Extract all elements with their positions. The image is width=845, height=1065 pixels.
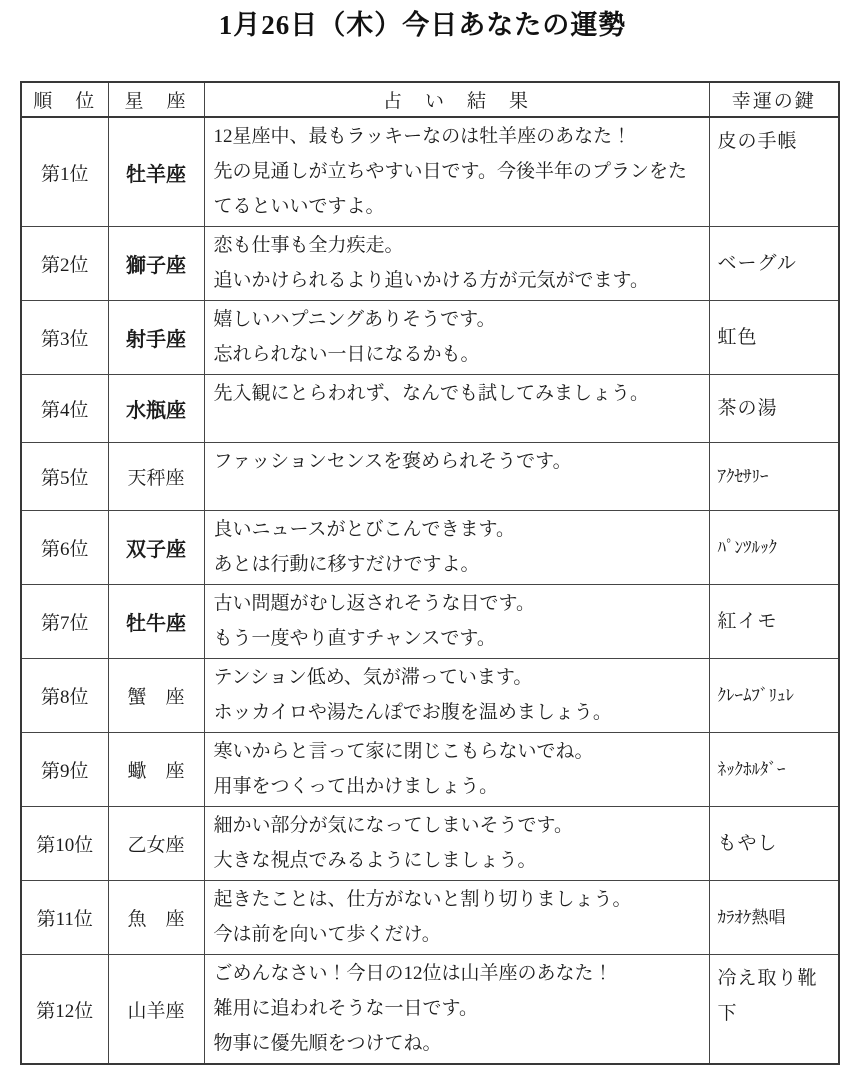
fortune-result-line: 起きたことは、仕方がないと割り切りましょう。 <box>213 889 632 910</box>
zodiac-sign-cell: 獅子座 <box>108 227 204 301</box>
fortune-result-line: 先の見通しが立ちやすい日です。今後半年のプランをたてるといいですよ。 <box>213 161 687 217</box>
rank-cell: 第5位 <box>21 443 108 511</box>
table-header-row <box>21 82 839 117</box>
zodiac-sign-cell: 天秤座 <box>108 443 204 511</box>
fortune-result-line: 追いかけられるより追いかける方が元気がでます。 <box>213 270 649 291</box>
fortune-result-cell <box>204 227 709 301</box>
header-sign: 星 座 <box>108 82 204 117</box>
zodiac-sign-cell: 水瓶座 <box>108 375 204 443</box>
fortune-row <box>21 301 839 375</box>
fortune-row <box>21 511 839 585</box>
fortune-result-cell <box>204 117 709 227</box>
lucky-key-cell: ｸﾚｰﾑﾌﾞﾘｭﾚ <box>709 659 839 733</box>
rank-cell: 第11位 <box>21 881 108 955</box>
fortune-row <box>21 955 839 1065</box>
fortune-row <box>21 659 839 733</box>
lucky-key-cell: ベーグル <box>709 227 839 301</box>
lucky-key-cell: 虹色 <box>709 301 839 375</box>
fortune-result-line: ファッションセンスを褒められそうです。 <box>213 451 572 472</box>
fortune-result-line: 先入観にとらわれず、なんでも試してみましょう。 <box>213 383 649 404</box>
lucky-key-cell: もやし <box>709 807 839 881</box>
zodiac-sign-cell: 蠍 座 <box>108 733 204 807</box>
rank-cell: 第1位 <box>21 117 108 227</box>
header-result: 占 い 結 果 <box>204 82 709 117</box>
zodiac-sign-cell: 魚 座 <box>108 881 204 955</box>
fortune-result-cell <box>204 375 709 443</box>
fortune-result-line: 細かい部分が気になってしまいそうです。 <box>213 815 573 836</box>
fortune-result-line: あとは行動に移すだけですよ。 <box>213 554 480 575</box>
zodiac-sign-cell: 双子座 <box>108 511 204 585</box>
fortune-result-line: 用事をつくって出かけましょう。 <box>213 776 499 797</box>
fortune-result-cell <box>204 807 709 881</box>
fortune-result-line: 忘れられない一日になるかも。 <box>213 344 480 365</box>
fortune-result-cell <box>204 301 709 375</box>
fortune-row <box>21 585 839 659</box>
fortune-row <box>21 117 839 227</box>
fortune-result-line: テンション低め、気が滞っています。 <box>213 667 533 688</box>
fortune-result-cell <box>204 585 709 659</box>
fortune-result-line: 古い問題がむし返されそうな日です。 <box>213 593 535 614</box>
fortune-row <box>21 227 839 301</box>
fortune-result-cell <box>204 955 709 1065</box>
fortune-result-line: 良いニュースがとびこんできます。 <box>213 519 516 540</box>
lucky-key-cell: 紅イモ <box>709 585 839 659</box>
fortune-result-line: 大きな視点でみるようにしましょう。 <box>213 850 537 871</box>
zodiac-sign-cell: 山羊座 <box>108 955 204 1065</box>
lucky-key-cell: 冷え取り靴下 <box>709 955 839 1065</box>
lucky-key-cell: ｶﾗｵｹ熱唱 <box>709 881 839 955</box>
header-rank: 順 位 <box>21 82 108 117</box>
zodiac-sign-cell: 乙女座 <box>108 807 204 881</box>
fortune-result-cell <box>204 881 709 955</box>
rank-cell: 第9位 <box>21 733 108 807</box>
fortune-row <box>21 881 839 955</box>
fortune-table <box>20 81 840 1065</box>
header-lucky-key: 幸運の鍵 <box>709 82 839 117</box>
fortune-result-line: 恋も仕事も全力疾走。 <box>213 235 404 256</box>
fortune-result-cell <box>204 511 709 585</box>
rank-cell: 第10位 <box>21 807 108 881</box>
lucky-key-cell: ﾈｯｸﾎﾙﾀﾞｰ <box>709 733 839 807</box>
fortune-result-line: 物事に優先順をつけてね。 <box>213 1033 442 1054</box>
zodiac-sign-cell: 牡牛座 <box>108 585 204 659</box>
lucky-key-cell: 茶の湯 <box>709 375 839 443</box>
lucky-key-cell: ﾊﾟﾝﾂﾙｯｸ <box>709 511 839 585</box>
fortune-result-cell <box>204 659 709 733</box>
fortune-result-line: 今は前を向いて歩くだけ。 <box>213 924 441 945</box>
fortune-row <box>21 375 839 443</box>
zodiac-sign-cell: 射手座 <box>108 301 204 375</box>
fortune-result-line: 寒いからと言って家に閉じこもらないでね。 <box>213 741 594 762</box>
rank-cell: 第8位 <box>21 659 108 733</box>
rank-cell: 第3位 <box>21 301 108 375</box>
rank-cell: 第12位 <box>21 955 108 1065</box>
rank-cell: 第2位 <box>21 227 108 301</box>
table-body <box>21 117 839 1064</box>
fortune-row <box>21 807 839 881</box>
fortune-result-cell <box>204 443 709 511</box>
fortune-result-line: 雑用に追われそうな一日です。 <box>213 998 478 1019</box>
lucky-key-cell: 皮の手帳 <box>709 117 839 227</box>
fortune-result-line: 嬉しいハプニングありそうです。 <box>213 309 496 330</box>
zodiac-sign-cell: 牡羊座 <box>108 117 204 227</box>
fortune-row <box>21 733 839 807</box>
fortune-result-line: 12星座中、最もラッキーなのは牡羊座のあなた！ <box>213 126 632 147</box>
rank-cell: 第6位 <box>21 511 108 585</box>
fortune-result-line: ごめんなさい！今日の12位は山羊座のあなた！ <box>213 963 613 984</box>
zodiac-sign-cell: 蟹 座 <box>108 659 204 733</box>
rank-cell: 第4位 <box>21 375 108 443</box>
fortune-result-line: もう一度やり直すチャンスです。 <box>213 628 496 649</box>
lucky-key-cell: ｱｸｾｻﾘｰ <box>709 443 839 511</box>
rank-cell: 第7位 <box>21 585 108 659</box>
fortune-result-cell <box>204 733 709 807</box>
fortune-result-line: ホッカイロや湯たんぽでお腹を温めましょう。 <box>213 702 612 723</box>
fortune-row <box>21 443 839 511</box>
page-title: 1月26日（木）今日あなたの運勢 <box>218 10 627 40</box>
